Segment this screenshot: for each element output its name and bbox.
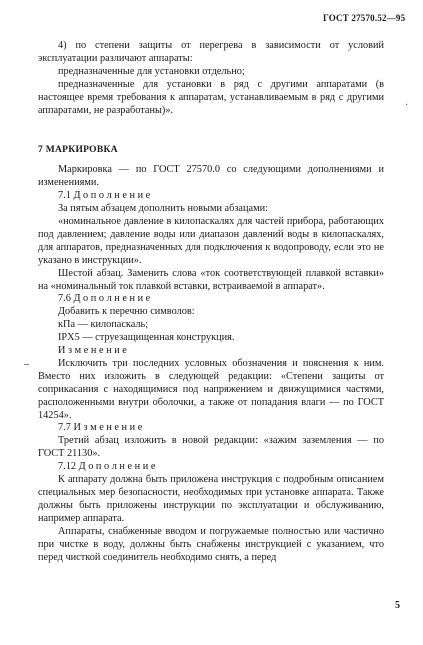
paragraph-4-heat-protection: 4) по степени защиты от перегрева в зависимости от условий эксплуатации различают аппараты:: [38, 40, 384, 64]
paragraph-instructions: К аппарату должна быть приложена инструкция с подробным описанием специальных мер безопасности, необходимых при установке аппарата. Также должны быть приложены инструкции по эксплуатации и обслуживанию, например аппарата.: [38, 474, 384, 524]
margin-mark: _: [24, 355, 29, 366]
symbol-kpa: кПа — килопаскаль;: [58, 319, 149, 331]
paragraph-immersed: Аппараты, снабженные вводом и погружаемые полностью или частично при чистке в воду, должны быть снабжены инструкцией с указанием, что перед чисткой соединитель необходимо снять, а перед: [38, 525, 384, 563]
standard-header: ГОСТ 27570.52—95: [323, 13, 406, 23]
paragraph-after-fifth: За пятым абзацем дополнить новыми абзацами:: [58, 203, 268, 215]
paragraph-marking-intro: Маркировка — по ГОСТ 27570.0 со следующими дополнениями и изменениями.: [38, 164, 384, 189]
document-body: [38, 40, 384, 564]
paragraph-add-symbols: Добавить к перечню символов:: [58, 306, 195, 318]
symbol-ipx5: IPX5 — струезащищенная конструкция.: [58, 332, 235, 344]
change-heading: И з м е н е н и е: [58, 345, 127, 357]
margin-dot: ·: [405, 100, 409, 111]
page-number: 5: [395, 600, 400, 611]
paragraph-standalone: предназначенные для установки отдельно;: [58, 65, 245, 77]
section-heading-marking: 7 МАРКИРОВКА: [38, 145, 118, 156]
paragraph-nominal-pressure: «номинальное давление в килопаскалях для частей прибора, работающих под давлением; давление воды или диапазон давлений воды в килопаскалях, для аппаратов, предназначенных для подключения к водопроводу, если это не указано в инструкции».: [38, 215, 384, 266]
paragraph-third: Третий абзац изложить в новой редакции: «зажим заземления — по ГОСТ 21130».: [38, 435, 384, 460]
clause-7-6-heading: 7.6 Д о п о л н е н и е: [58, 293, 151, 305]
paragraph-in-row: предназначенные для установки в ряд с другими аппаратами (в настоящее время требования к аппаратам, устанавливаемым в ряд с другими аппаратами, не разработаны)».: [38, 78, 384, 116]
clause-7-7-heading: 7.7 И з м е н е н и е: [58, 422, 143, 434]
clause-7-12-heading: 7.12 Д о п о л н е н и е: [58, 461, 156, 473]
paragraph-sixth: Шестой абзац. Заменить слова «ток соответствующей плавкой вставки» на «номинальный ток плавкой вставки, встраиваемой в аппарат».: [38, 267, 384, 292]
clause-7-1-heading: 7.1 Д о п о л н е н и е: [58, 190, 151, 202]
paragraph-exclude-symbols: Исключить три последних условных обозначения и пояснения к ним. Вместо них изложить в следующей редакции: «Степени защиты от соприкасания с находящимися под напряжением и движущимися частями, расположенными внутри оболочки, а также от попадания влаги — по ГОСТ 14254».: [38, 357, 384, 421]
